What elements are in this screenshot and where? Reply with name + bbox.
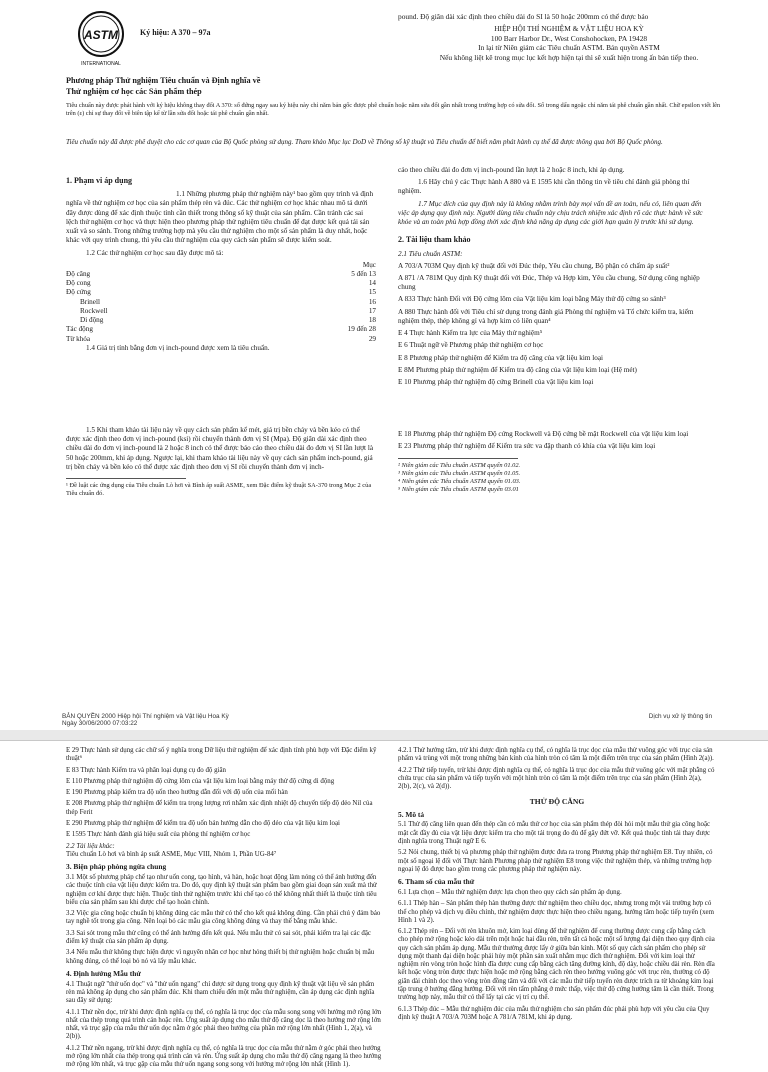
toc-item: Rockwell 17	[80, 306, 376, 315]
page2-right-column	[398, 747, 716, 1025]
reference-item: E 110 Phương pháp thử nghiệm độ cứng lõm của vật liệu kim loại bằng máy thử độ cứng di động	[66, 777, 335, 785]
toc-item: Độ cong 14	[66, 279, 376, 288]
para-1-4: 1.4 Giá trị tính bằng đơn vị inch-pound được xem là tiêu chuẩn.	[86, 343, 270, 352]
intro-note: Tiêu chuẩn này được phát hành với ký hiệu không thay đổi A 370: số đứng ngay sau ký hiệu này chỉ năm bản gốc được phê chuẩn hoặc năm sửa đổi gần nhất trong trường hợp có sửa đổi. Số trong dấu ngoặc chỉ năm tái phê chuẩn gần nhất. Chữ epsilon viết lên trên (ε) chỉ sự thay đổi về biên tập kể từ lần sửa đổi hoặc tái phê chuẩn gần nhất.	[66, 102, 721, 118]
reference-item: A 833 Thực hành Đối với Độ cứng lõm của Vật liệu kim loại bằng Máy thử độ cứng so sánh³	[398, 295, 666, 304]
right-column	[398, 166, 708, 494]
tension-section-title: THỬ ĐỘ CĂNG	[529, 797, 585, 807]
para-2-1: 2.1 Tiêu chuẩn ASTM:	[398, 249, 463, 258]
reference-item: E 10 Phương pháp thử nghiệm độ cứng Brinell của vật liệu kim loại	[398, 377, 594, 386]
reference-item: E 18 Phương pháp thử nghiệm Độ cứng Rockwell và Độ cứng bề mặt Rockwell của vật liệu kim loại	[398, 430, 689, 439]
svg-text:ASTM: ASTM	[84, 28, 118, 42]
footnote-rule	[66, 478, 186, 479]
footer-date: Ngày 30/06/2000 07:03:22	[62, 720, 138, 727]
para-2-2: 2.2 Tài liệu khác:	[66, 842, 115, 850]
toc-item: Độ cứng 15	[66, 288, 376, 297]
header-line-3: In lại từ Niên giám các Tiêu chuẩn ASTM. Bản quyền ASTM	[478, 43, 660, 53]
footnote-rule	[398, 458, 518, 459]
publisher-block	[398, 12, 740, 62]
para-3-4: 3.4 Nếu mẫu thử không thực hiện được vì nguyên nhân cơ học như hỏng thiết bị thử nghiệm hoặc chuẩn bị mẫu không đúng, có thể loại bỏ nó và lấy mẫu khác.	[66, 949, 375, 965]
title-line-1: Thử nghiệm cơ học các Sản phẩm thép	[66, 86, 202, 96]
reference-item: A 703/A 703M Quy định kỹ thuật đối với Đúc thép, Yêu cầu chung, Bộ phận có chấm áp suất²	[398, 261, 670, 270]
toc-head: Mục	[362, 260, 376, 269]
reference-item: E 208 Phương pháp thử nghiệm để kiểm tra trọng lượng rơi nhằm xác định nhiệt độ chuyển tiếp độ dẻo Nil của thép Ferit	[66, 800, 373, 816]
para-1-1: 1.1 Những phương pháp thử nghiệm này¹ bao gồm quy trình và định nghĩa về thử nghiệm cơ học của sản phẩm thép rèn và đúc. Các thử nghiệm cơ học khác nhau mô tả dưới đây được dùng để xác định thuộc tính cần thiết trong thông số kỹ thuật của sản phẩm. Cần tránh các sai lệch thử nghiệm cơ học và thực hiện theo phương pháp thử nghiệm tiêu chuẩn để đạt được kết quả tái sản xuất và so sánh. Trong những trường hợp mà yêu cầu thử nghiệm cho một số sản phẩm là duy nhất, hoặc khác với quy trình chung, thì yêu cầu thử nghiệm của quy cách sản phẩm sẽ được kiểm soát.	[66, 190, 374, 245]
page-separator	[0, 730, 768, 740]
section-6-heading: 6. Tham số của mẫu thử	[398, 877, 475, 887]
header-line-2: 100 Barr Harbor Dr., West Conshohocken, PA 19428	[490, 33, 648, 43]
para-4-1: 4.1 Thuật ngữ "thử uốn dọc" và "thử uốn ngang" chỉ được sử dụng trong quy định kỹ thuật vật liệu về sản phẩm rèn mà không áp dụng cho sản phẩm đúc. Khi tham chiếu đến một mẫu thử nghiệm, cần áp dụng các định nghĩa sau đây sử dụng:	[66, 980, 375, 1005]
para-4-2-2: 4.2.2 Thử tiếp tuyến, trừ khi được định nghĩa cụ thể, có nghĩa là trục dọc của mẫu thử vuông góc với mặt phẳng có chứa trục của sản phẩm và tiếp tuyến với một hình tròn có tâm là một điểm trên trục của sản phẩm (Hình 2(a), 2(b), 2(c), và 2(d)).	[398, 766, 715, 791]
footnote-4: ⁴ Niên giám các Tiêu chuẩn ASTM quyển 01.03.	[398, 477, 521, 485]
toc-item: Độ căng 5 đến 13	[66, 269, 376, 278]
toc-item: Brinell 16	[80, 297, 376, 306]
para-5-2: 5.2 Nói chung, thiết bị và phương pháp thử nghiệm được đưa ra trong Phương pháp thử nghiệm E8. Tuy nhiên, có một số ngoại lệ đối với Thực hành Phương pháp thử nghiệm E8 trong việc thử nghiệm thép, và những trường hợp ngoại lệ đó được bao gồm trong các phương pháp thử nghiệm này.	[398, 849, 713, 873]
para-3-3: 3.3 Sai sót trong mẫu thử cũng có thể ảnh hưởng đến kết quả. Nếu mẫu thử có sai sót, phải kiểm tra lại các đặc điểm kỹ thuật của sản phẩm áp dụng.	[66, 929, 371, 945]
para-6-1-3: 6.1.3 Thép đúc – Mẫu thử nghiệm đúc của mẫu thử nghiệm cho sản phẩm đúc phải phù hợp với yêu cầu của Quy định kỹ thuật A 703/A 703M hoặc A 781/A 781M, khi áp dụng.	[398, 1005, 710, 1021]
para-1-5-cont: cáo theo chiều dài đo đơn vị inch-pound lần lượt là 2 hoặc 8 inch, khi áp dụng.	[398, 166, 625, 174]
section-4-heading: 4. Định hướng Mẫu thử	[66, 968, 141, 978]
section-1-heading: 1. Phạm vi áp dụng	[66, 176, 133, 185]
dod-approval: Tiêu chuẩn này đã được phê duyệt cho các cơ quan của Bộ Quốc phòng sử dụng. Tham khảo Mục lục DoD về Thông số kỹ thuật và Tiêu chuẩn để biết năm phát hành cụ thể đã được thông qua bởi Bộ Quốc phòng.	[66, 138, 663, 146]
reference-item: E 8 Phương pháp thử nghiệm để Kiểm tra độ căng của vật liệu kim loại	[398, 353, 604, 362]
section-3-heading: 3. Biện pháp phòng ngừa chung	[66, 862, 167, 872]
footnote-1: ¹ Đề luật các ứng dụng của Tiêu chuẩn Lò hơi và Bình áp suất ASME, xem Đặc điểm kỹ thuật SA-370 trong Mục 2 của Tiêu chuẩn đó.	[66, 482, 372, 498]
footer-service: Dịch vụ xử lý thông tin	[648, 713, 712, 720]
header-line-1: HIỆP HỘI THÍ NGHIỆM & VẬT LIỆU HOA KỲ	[494, 24, 644, 34]
toc-item: Tác động 19 đến 28	[66, 325, 376, 334]
reference-item: E 290 Phương pháp thử nghiệm để kiểm tra độ uốn bán hướng dẫn cho độ dẻo của vật liệu kim loại	[66, 819, 340, 827]
para-3-2: 3.2 Việc gia công hoặc chuẩn bị không đúng các mẫu thử có thể cho kết quả không đúng. Cần phải chú ý đảm bảo tay nghề tốt trong gia công. Nên loại bỏ các mẫu gia công không đúng và thay thế bằng mẫu khác.	[66, 910, 381, 926]
toc-item: Di động 18	[80, 316, 376, 325]
reference-item: E 23 Phương pháp thử nghiệm để Kiểm tra sức va đập thanh có khía của vật liệu kim loại	[398, 442, 656, 451]
footnote-2: ² Niên giám các Tiêu chuẩn ASTM quyển 01.02.	[398, 461, 521, 469]
left-column	[66, 168, 376, 498]
header-line-4: Nếu không liệt kê trong mục lục kết hợp hiện tại thì sẽ xuất hiện trong ấn bản tiếp theo.	[439, 52, 699, 62]
reference-item: E 190 Phương pháp kiểm tra độ uốn theo hướng dẫn đối với độ uốn của mối hàn	[66, 789, 288, 797]
toc-list	[66, 270, 376, 344]
reference-item: E 29 Thực hành sử dụng các chữ số ý nghĩa trong Dữ liệu thử nghiệm để xác định tính phù hợp với Đặc điểm kỹ thuật⁶	[66, 747, 377, 763]
para-1-6: 1.6 Hãy chú ý các Thực hành A 880 và E 1595 khi cần thông tin về tiêu chí đánh giá phòng thí nghiệm.	[398, 178, 690, 196]
para-3-1: 3.1 Một số phương pháp chế tạo như uốn cong, tạo hình, và hàn, hoặc hoạt động làm nóng có thể ảnh hưởng đến các thuộc tính của vật liệu được kiểm tra. Do đó, quy định kỹ thuật sản phẩm bao gồm giai đoạn sản xuất mà thử nghiệm cơ khí được thực hiện. Thuộc tính thử nghiệm trước khi chế tạo có thể không nhất thiết là thuộc tính tiêu biểu của sản phẩm sau khi được chế tạo hoàn chỉnh.	[66, 873, 377, 906]
title-line-0: Phương pháp Thử nghiệm Tiêu chuẩn và Định nghĩa về	[66, 76, 261, 85]
para-6-1-1: 6.1.1 Thép hàn – Sản phẩm thép hàn thường được thử nghiệm theo chiều dọc, nhưng trong một vài trường hợp có thể cho phép và dịch vụ điều chỉnh, thử nghiệm được thực hiện theo chiều ngang, hướng tâm hoặc tiếp tuyến (xem Hình 1 và 2).	[398, 900, 714, 924]
copyright-text: BẢN QUYỀN 2000 Hiệp hội Thí nghiệm và Vật liệu Hoa Kỳ	[62, 713, 229, 720]
para-4-1-2: 4.1.2 Thử nền ngang, trừ khi được định nghĩa cụ thể, có nghĩa là trục dọc của mẫu thử nằm ở góc phải theo hướng mở rộng lớn nhất của thép trong quá trình cán và rèn. Ứng suất áp dụng cho mẫu thử độ căng ngang là theo hướng mở rộng lớn nhất, và trục gập của mẫu thử uốn ngang song song với hướng mở rộng lớn nhất (Hình 1).	[66, 1044, 382, 1069]
reference-item: A 871 /A 781M Quy định Kỹ thuật đối với Đúc, Thép và Hợp kim, Yêu cầu chung, Sử dụng công nghiệp chung	[398, 273, 700, 292]
para-1-5: 1.5 Khi tham khảo tài liệu này về quy cách sản phẩm kể mét, giá trị bền chảy và bền kéo có thể được xác định theo đơn vị inch-pound (ksi) rồi chuyển thành đơn vị SI (Mpa). Độ giãn dài xác định theo chiều dài đo đơn vị inch-pound là 2 hoặc 8 inch có thể được báo cáo theo chiều dài đo đơn vị SI lần lượt là 50 hoặc 200mm, khi áp dụng. Ngược lại, khi tham khảo tài liệu này về quy cách sản phẩm inch-pound, giá trị bền chảy và bền kéo có thể được xác định theo đơn vị SI rồi chuyển thành đơn vị inch-	[66, 425, 374, 471]
para-4-2-1: 4.2.1 Thử hướng tâm, trừ khi được định nghĩa cụ thể, có nghĩa là trục dọc của mẫu thử vuông góc với trục của sản phẩm và trùng với một trong những bán kính của hình tròn có tâm là một điểm trên trục của sản phẩm (Hình 2(a)).	[398, 747, 714, 763]
section-2-heading: 2. Tài liệu tham khảo	[398, 235, 471, 245]
page-footer	[62, 713, 712, 727]
footnote-5: ⁵ Niên giám các Tiêu chuẩn ASTM quyển 03.01	[398, 485, 519, 493]
para-2-2-text: Tiêu chuẩn Lò hơi và bình áp suất ASME, Mục VIII, Nhóm 1, Phần UG-84⁷	[66, 850, 277, 858]
designation: Ký hiệu: A 370 – 97a	[140, 28, 211, 37]
toc-item: Từ khóa 29	[66, 334, 376, 343]
para-6-1: 6.1 Lựa chọn – Mẫu thử nghiệm được lựa chọn theo quy cách sản phẩm áp dụng.	[398, 888, 622, 896]
astm-logo-icon	[74, 8, 128, 68]
reference-item: E 83 Thực hành Kiểm tra và phân loại dụng cụ đo độ giãn	[66, 766, 226, 774]
para-4-1-1: 4.1.1 Thử nền dọc, trừ khi được định nghĩa cụ thể, có nghĩa là trục dọc của mẫu song song với hướng mở rộng lớn nhất của thép trong quá trình cán hoặc rèn. Ứng suất áp dụng cho mẫu thử độ căng dọc là theo hướng mở rộng lớn nhất, và trục gập của mẫu thử uốn dọc nằm ở góc phải theo hướng của phần mở rộng lớn nhất (Hình 1, 2(a), và 2(b)).	[66, 1008, 382, 1041]
para-1-7: 1.7 Mục đích của quy định này là không nhằm trình bày mọi vấn đề an toàn, nếu có, liên quan đến việc áp dụng quy định này. Người dùng tiêu chuẩn này chịu trách nhiệm xác định rõ các thực hành về sức khỏe và an toàn phù hợp đồng thời xác định khả năng áp dụng các giới hạn quản lý trước khi sử dụng.	[398, 199, 703, 227]
reference-item: E 6 Thuật ngữ về Phương pháp thử nghiệm cơ học	[398, 341, 544, 350]
footnote-3: ³ Niên giám các Tiêu chuẩn ASTM quyển 01.05.	[398, 469, 521, 477]
section-5-heading: 5. Mô tả	[398, 809, 425, 819]
document-page-2	[0, 740, 768, 1069]
document-title	[66, 76, 366, 97]
reference-item: E 4 Thực hành Kiểm tra lực của Máy thử nghiệm⁵	[398, 329, 543, 338]
reference-item: E 8M Phương pháp thử nghiệm để Kiểm tra độ căng của vật liệu kim loại (Hệ mét)	[398, 365, 637, 374]
reference-item: E 1595 Thực hành đánh giá hiệu suất của phòng thí nghiệm cơ học	[66, 831, 251, 839]
para-5-1: 5.1 Thử độ căng liên quan đến thép cần có mẫu thử cơ học của sản phẩm thép đòi hỏi một mẫu thử gia công hoặc mặt cắt đầy đủ của vật liệu được kiểm tra cho một tải trọng đo đủ để gây đứt vỡ. Kết quả thuộc tính tải thay được định nghĩa trong Thuật ngữ E 6.	[398, 821, 711, 845]
page2-left-column	[66, 747, 384, 1072]
svg-text:INTERNATIONAL: INTERNATIONAL	[81, 61, 121, 67]
header-line-0: pound. Độ giãn dài xác định theo chiều dài đo SI là 50 hoặc 200mm có thể được báo	[398, 12, 649, 21]
para-6-1-2: 6.1.2 Thép rèn – Đối với rèn khuôn mở, kim loại dùng để thử nghiệm để cung thường được cung cấp bằng cách cho phép mở rộng hoặc kéo dài trên một hoặc hai đầu rèn, trên tất cả hoặc một số lượng đại diện theo quy định của quy cách sản phẩm áp dụng. Mẫu thử thường được lấy ở giữa bán kính. Một số quy cách sản phẩm cho phép sử dụng một thanh đại diện hoặc phải hủy một phần sản xuất nhằm mục đích thử nghiệm. Đối với kim loại thử nghiệm rèn vòng tròn hoặc hình đĩa được cung cấp bằng cách tăng đường kính, độ dày, hoặc chiều dài rèn. Rèn đĩa kết hoặc vòng tròn được thực hiện hoặc mở rộng bằng cách rèn theo hướng vuông góc với trục rèn, thường có độ giãn dài chính dọc theo vòng tròn đồng tâm và đối với các mẫu thử tiếp tuyến rèn được trích ra từ khoảng kim loại tập trung ở hướng đẳng hướng. Đối với rèn tấm phẳng ở mức thấp, việc thử độ cứng hướng tâm là cần thiết. Trong trường hợp này, mẫu thử có thể lấy tại các vị trí cụ thể.	[398, 928, 715, 1002]
para-1-2: 1.2 Các thử nghiệm cơ học sau đây được mô tả:	[86, 248, 224, 257]
reference-item: A 880 Thực hành đối với Tiêu chí sử dụng trong đánh giá Phòng thí nghiệm và Tổ chức kiểm tra, kiểm nghiệm thép, thép không gỉ và hợp kim có liên quan⁴	[398, 307, 694, 325]
